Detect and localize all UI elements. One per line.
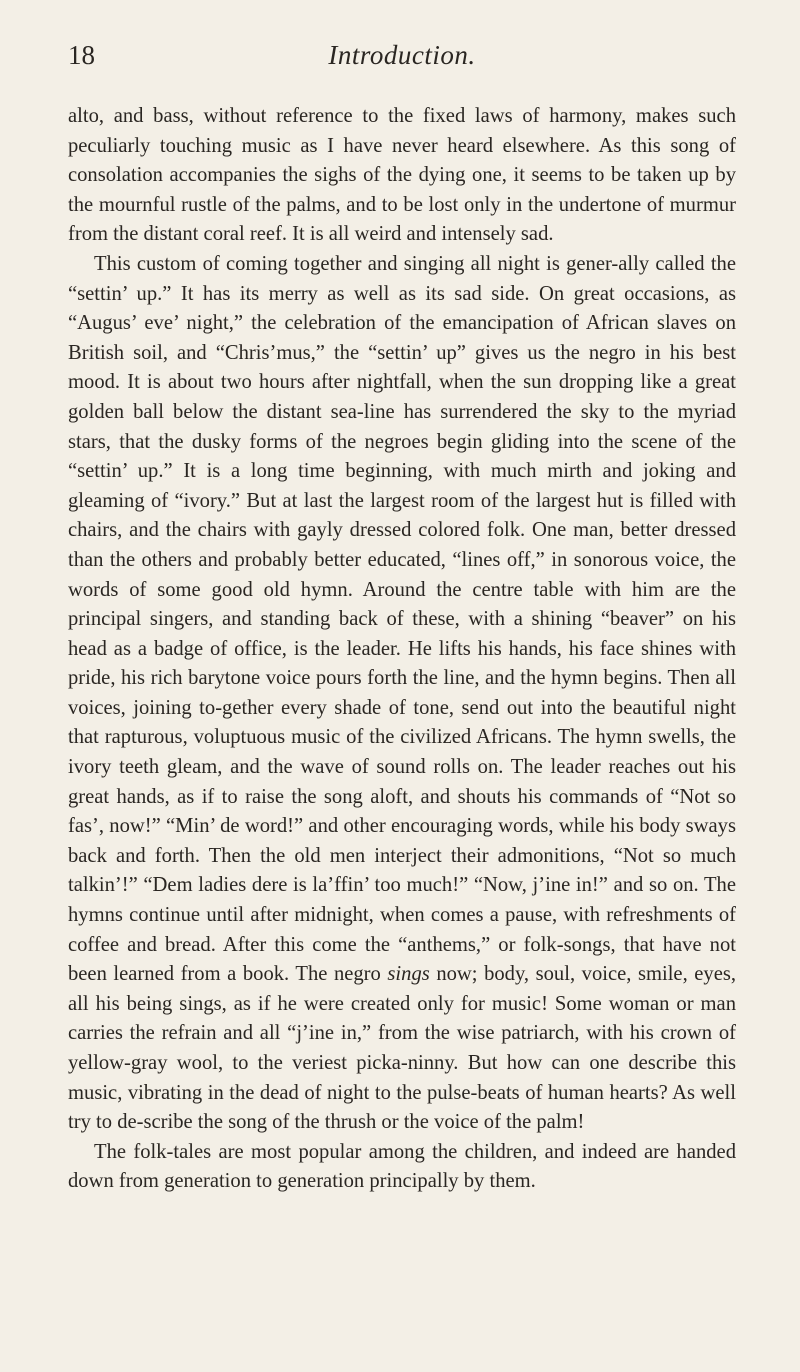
body-text — [68, 102, 736, 1197]
paragraph-1 — [68, 102, 736, 250]
paragraph-3 — [68, 1138, 736, 1197]
paragraph-2-text: This custom of coming together and singing all night is gener-ally called the “settin’ up.” It has its merry as well as its sad side. On great occasions, as “Augus’ eve’ night,” the celebration of the emancipation of African slaves on British soil, and “Chris’mus,” the “settin’ up” gives us the negro in his best mood. It is about two hours after nightfall, when the sun dropping like a great golden ball below the distant sea-line has surrendered the sky to the myriad stars, that the dusky forms of the negroes begin gliding into the scene of the “settin’ up.” It is a long time beginning, with much mirth and joking and gleaming of “ivory.” But at last the largest room of the largest hut is filled with chairs, and the chairs with gayly dressed colored folk. One man, better dressed than the others and probably better educated, “lines off,” in sonorous voice, the words of some good old hymn. Around the centre table with him are the principal singers, and standing back of these, with a shining “beaver” on his head as a badge of office, is the leader. He lifts his hands, his face shines with pride, his rich barytone voice pours forth the line, and the hymn begins. Then all voices, joining to-gether every shade of tone, send out into the beautiful night that rapturous, voluptuous music of the civilized Africans. The hymn swells, the ivory teeth gleam, and the wave of sound rolls on. The leader reaches out his great hands, as if to raise the song aloft, and shouts his commands of “Not so fas’, now!” “Min’ de word!” and other encouraging words, while his body sways back and forth. Then the old men interject their admonitions, “Not so much talkin’!” “Dem ladies dere is la’ffin’ too much!” “Now, j’ine in!” and so on. The hymns continue until after midnight, when comes a pause, with refreshments of coffee and bread. After this come the “anthems,” or folk-songs, that have not been learned from a book. The negro — [68, 252, 736, 986]
running-head — [68, 40, 736, 84]
book-page — [68, 40, 736, 1197]
paragraph-1-text: alto, and bass, without reference to the fixed laws of harmony, makes such peculiarly touching music as I have never heard elsewhere. As this song of consolation accompanies the sighs of the dying one, it seems to be taken up by the mournful rustle of the palms, and to be lost only in the undertone of murmur from the distant coral reef. It is all weird and intensely sad. — [68, 105, 736, 246]
paragraph-2 — [68, 250, 736, 1138]
page-number: 18 — [68, 40, 95, 70]
running-title: Introduction. — [328, 40, 476, 70]
paragraph-2-text-after: now; body, soul, voice, smile, eyes, all his being sings, as if he were created only for music! Some woman or man carries the refrain and all “j’ine in,” from the wise patriarch, with his crown of yellow-gray wool, to the veriest picka-ninny. But how can one describe this music, vibrating in the dead of night to the pulse-beats of human hearts? As well try to de-scribe the song of the thrush or the voice of the palm! — [68, 963, 737, 1134]
emphasis-sings: sings — [387, 963, 430, 986]
paragraph-3-text: The folk-tales are most popular among the children, and indeed are handed down from generation to generation principally by them. — [68, 1140, 736, 1193]
